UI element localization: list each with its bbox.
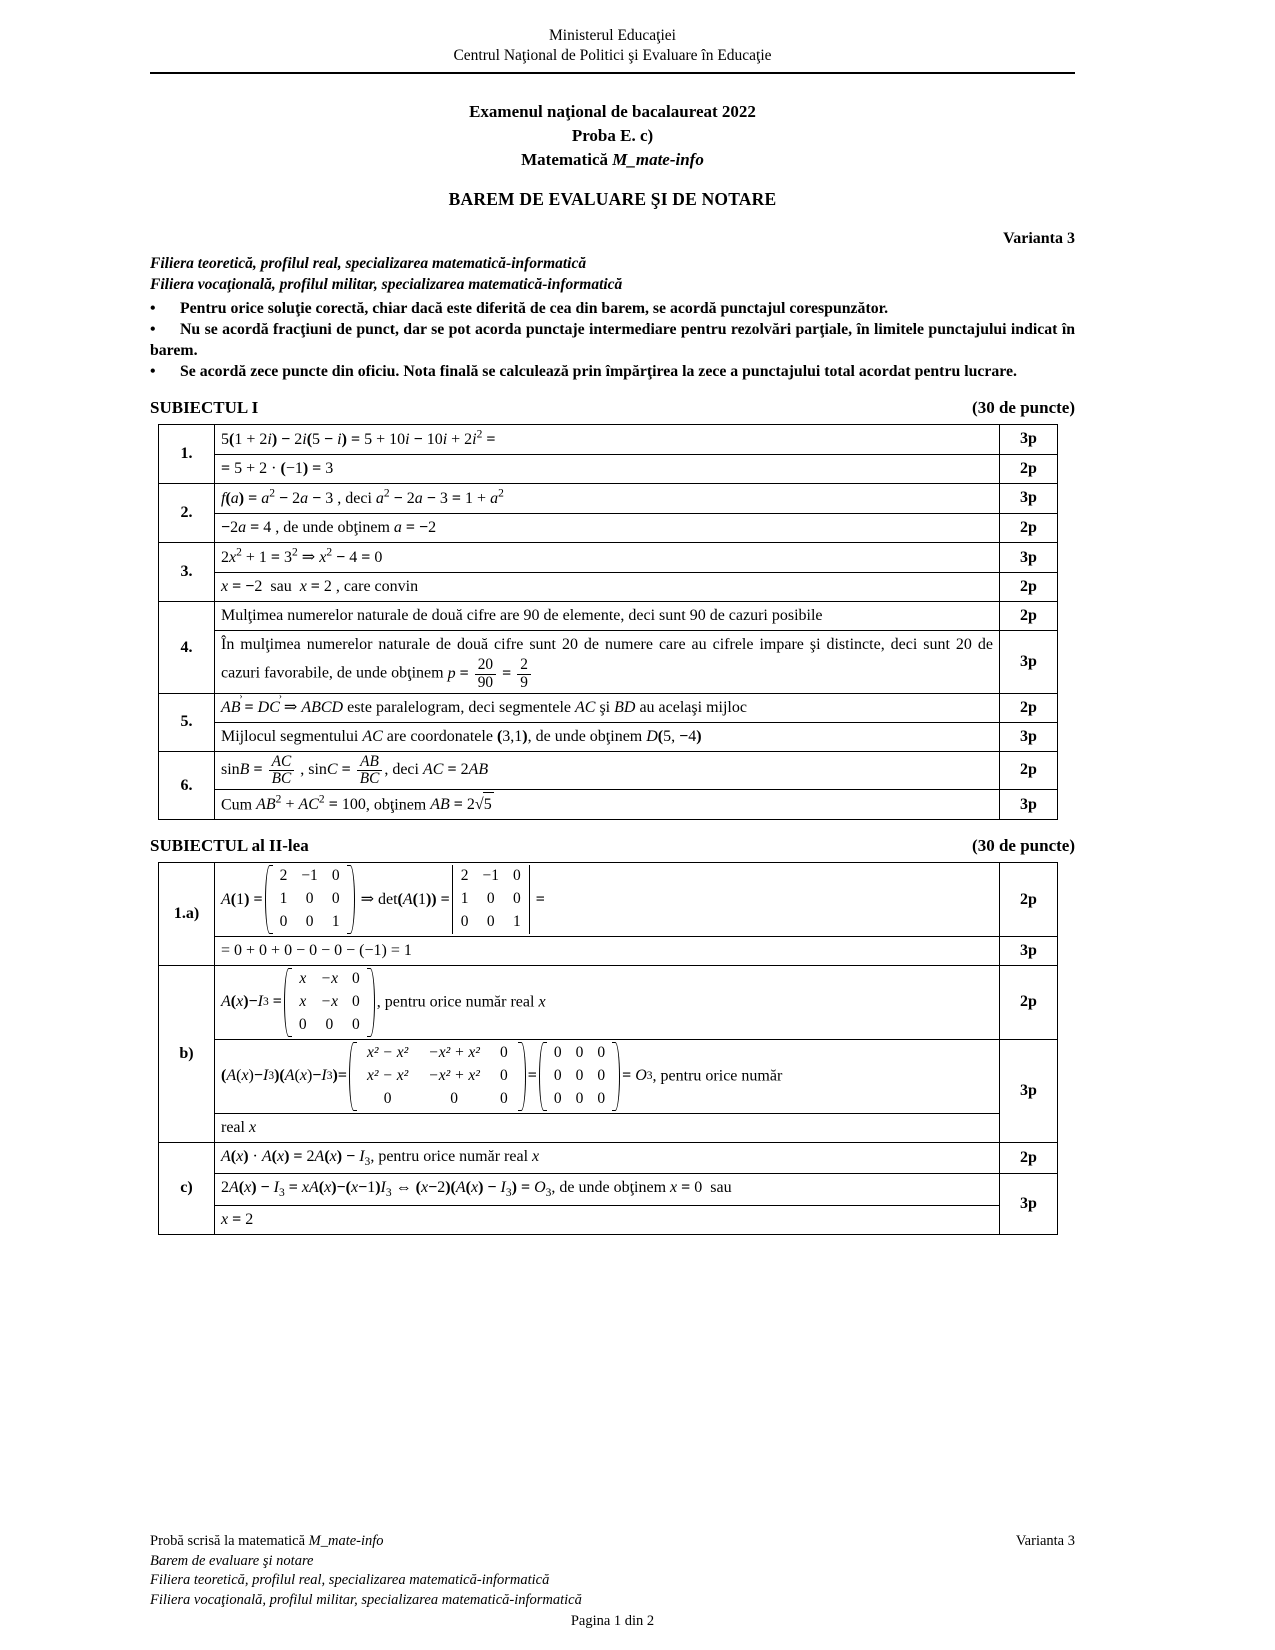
- points-cell: 2p: [1000, 602, 1058, 631]
- subject-1-points: (30 de puncte): [972, 397, 1075, 417]
- matrix-cell: 0: [305, 890, 314, 908]
- rule-text: Pentru orice soluţie corectă, chiar dacă este diferită de cea din barem, se acordă punctajul corespunzător.: [180, 299, 889, 317]
- subject-line: [150, 148, 1075, 172]
- solution-line: Cum $AB^2 + AC^2 = 100$, obţinem AB = 2√5: [215, 789, 1000, 819]
- ministry-name: Ministerul Educaţiei: [549, 27, 676, 44]
- item-number: 4.: [159, 602, 215, 693]
- obtinem-text: , de unde obţinem: [551, 1179, 671, 1197]
- rule-item: [150, 319, 1075, 361]
- table-row: [159, 789, 1058, 819]
- evaluation-center-name: Centrul Naţional de Politici şi Evaluare în Educaţie: [453, 47, 772, 65]
- title-block: [150, 100, 1075, 172]
- matrix-cell: 0: [331, 890, 340, 908]
- points-cell: 2p: [1000, 863, 1058, 937]
- points-cell: 2p: [1000, 454, 1058, 483]
- subject-2-points: (30 de puncte): [972, 836, 1075, 856]
- matrix-cell: 0: [553, 1089, 562, 1107]
- cum-text: Cum: [221, 796, 257, 814]
- matrix-cell: 0: [575, 1066, 584, 1084]
- midpoint-text: au acelaşi mijloc: [635, 698, 747, 716]
- matrix-cell: x² − x²: [366, 1043, 409, 1061]
- parallelogram-text: este paralelogram, deci segmentele: [343, 698, 575, 716]
- filiera-block: [150, 254, 1075, 295]
- subject-2-title: SUBIECTUL al II-lea: [150, 836, 309, 856]
- matrix-cell: 0: [486, 890, 495, 908]
- matrix-product: [349, 1042, 526, 1111]
- matrix-cell: 1: [512, 913, 521, 931]
- matrix-cell: −x² + x²: [428, 1066, 480, 1084]
- item-number: 6.: [159, 751, 215, 820]
- solution-line: [215, 937, 1000, 966]
- item-number: 2.: [159, 483, 215, 542]
- points-cell: 3p: [1000, 789, 1058, 819]
- determinant-expansion: = 0 + 0 + 0 − 0 − 0 − (−1) = 1: [221, 942, 412, 960]
- table-row: [159, 966, 1058, 1040]
- solution-line: $2x^2 + 1 = 3^2$ ⇒ $x^2 - 4 = 0$: [215, 543, 1000, 573]
- matrix-cell: 0: [351, 1015, 360, 1033]
- matrix-cell: 0: [383, 1089, 392, 1107]
- matrix-cell: 0: [450, 1089, 458, 1107]
- footer-line-1: [150, 1532, 1075, 1552]
- table-row: [159, 543, 1058, 573]
- points-cell: 3p: [1000, 424, 1058, 454]
- subject-1-header: [150, 398, 1075, 418]
- matrix-cell: 1: [331, 913, 340, 931]
- points-cell: 2p: [1000, 693, 1058, 722]
- table-row: [159, 483, 1058, 513]
- matrix-cell: 0: [279, 913, 288, 931]
- matrix-cell: −1: [482, 867, 499, 885]
- solution-line: A ( x ) − I 3 = x −x 0 x −x 0 0 0 0 , pentru orice număr real x: [215, 966, 1000, 1040]
- for-any-number-text: , pentru orice număr: [652, 1067, 783, 1085]
- variable-x: x: [248, 1118, 257, 1136]
- matrix-cell: 0: [331, 867, 340, 885]
- table-row: [159, 1142, 1058, 1173]
- matrix-ax-minus-i3: [284, 968, 375, 1037]
- matrix-cell: 0: [512, 867, 521, 885]
- item-number: 3.: [159, 543, 215, 602]
- rule-item: [150, 361, 1075, 382]
- solution-line: −2a = 4 , de unde obţinem a = −2: [215, 514, 1000, 543]
- solution-line: În mulţimea numerelor naturale de două cifre sunt 20 de numere care au cifrele impare şi distincte, deci sunt 20 de cazuri favorabile, de unde obţinem p = $\frac{20}{90}$ = $\frac{2}{9}$: [215, 631, 1000, 693]
- solution-line: A ( 1 ) = 2 −1 0 1 0 0 0 0 1 ⇒ det ( A ( 1 )) = 2 −1 0 1 0 0 0 0 1 =: [215, 863, 1000, 937]
- matrix-cell: −x: [320, 993, 338, 1010]
- matrix-cell: 0: [553, 1066, 562, 1084]
- table-row: [159, 693, 1058, 722]
- matrix-cell: 0: [351, 993, 360, 1010]
- determinant-a1: [452, 865, 530, 934]
- matrix-cell: 0: [325, 1015, 334, 1033]
- matrix-cell: 0: [597, 1089, 606, 1107]
- item-number: 1.a): [159, 863, 215, 966]
- bullet-icon: •: [150, 362, 156, 380]
- matrix-cell: 2: [279, 867, 288, 885]
- solution-line: ( A ( x ) − I 3 )( A ( x ) − I 3 ) = x² − x² −x² + x² 0 x² − x² −x² + x² 0 0 0 0 = 0 0 0 0 0 0 0 0 0 = O 3 , pentru orice număr: [215, 1039, 1000, 1113]
- subject-1-title: SUBIECTUL I: [150, 397, 259, 417]
- page-footer: [150, 1532, 1075, 1632]
- subject-code: M_mate-info: [612, 150, 704, 170]
- proba-label: Proba E. c): [571, 126, 654, 146]
- footer-proba-text: Probă scrisă la matematică: [150, 1533, 309, 1549]
- points-cell: 2p: [1000, 573, 1058, 602]
- points-cell: 2p: [1000, 751, 1058, 789]
- table-row: [159, 424, 1058, 454]
- footer-subject-code: M_mate-info: [308, 1533, 384, 1549]
- result-text: , de unde obţinem: [527, 727, 647, 745]
- matrix-cell: x: [299, 970, 307, 988]
- filiera-teoretica: Filiera teoretică, profilul real, specializarea matematică-informatică: [150, 255, 587, 273]
- footer-exam-label: [150, 1532, 384, 1552]
- item-number: b): [159, 966, 215, 1143]
- coords-text: are coordonatele: [382, 727, 497, 745]
- bullet-icon: •: [150, 299, 156, 317]
- rule-text: Nu se acordă fracţiuni de punct, dar se pot acorda punctaje intermediare pentru rezolvări parţiale, în limitele punctajului indicat în barem.: [150, 320, 1075, 359]
- solution-line: x = −2 sau x = 2 , care convin: [215, 573, 1000, 602]
- real-text: real: [221, 1118, 249, 1136]
- table-row: [159, 514, 1058, 543]
- segment-text: Mijlocul segmentului: [221, 727, 363, 745]
- table-row: [159, 631, 1058, 693]
- matrix-cell: 0: [305, 913, 314, 931]
- table-row: [159, 1113, 1058, 1142]
- subject-label: Matematică: [521, 150, 613, 170]
- points-cell: 3p: [1000, 1174, 1058, 1234]
- obtinem-text: , obţinem: [365, 796, 431, 814]
- footer-filiera-vocationala: Filiera vocaţională, profilul militar, specializarea matematică-informatică: [150, 1592, 582, 1609]
- table-row: [159, 1039, 1058, 1113]
- subject-2-header: [150, 836, 1075, 856]
- exam-title: Examenul naţional de bacalaureat 2022: [469, 101, 756, 121]
- solution-line: [215, 1113, 1000, 1142]
- matrix-cell: 0: [512, 890, 521, 908]
- matrix-cell: 0: [597, 1066, 606, 1084]
- for-any-real-text: , pentru orice număr real: [376, 993, 539, 1011]
- solution-line: = 5 + 2 · (−1) = 3: [215, 454, 1000, 483]
- table-row: [159, 573, 1058, 602]
- matrix-cell: 1: [460, 890, 469, 908]
- points-cell: 2p: [1000, 1142, 1058, 1173]
- solution-line: x = 2: [215, 1205, 1000, 1234]
- conjunction: şi: [595, 698, 615, 716]
- solution-line: $f(a) = a^2 - 2a - 3$ , deci $a^2 - 2a - 3 = 1 + a^2$: [215, 483, 1000, 513]
- matrix-cell: −x² + x²: [428, 1043, 480, 1061]
- footer-varianta: Varianta 3: [1015, 1533, 1075, 1549]
- subject-2-table: [158, 862, 1058, 1234]
- subject-1-table: [158, 424, 1058, 821]
- grading-rules: [150, 298, 1075, 382]
- varianta-label: Varianta 3: [1003, 230, 1075, 248]
- matrix-cell: 0: [575, 1089, 584, 1107]
- matrix-cell: −1: [301, 867, 318, 885]
- points-cell: 3p: [1000, 631, 1058, 693]
- points-cell: 2p: [1000, 514, 1058, 543]
- solution-line: $2A(x) - I_3 = xA(x)-(x-1)I_3$ ⇔ $(x-2)(A(x) - I_3) = O_3$, de unde obţinem x = 0 sau: [215, 1174, 1000, 1205]
- probability-text: În mulţimea numerelor naturale de două cifre sunt 20 de numere care au cifrele impare şi distincte, deci sunt 20 de cazuri favorabile, de unde obţinem: [221, 636, 993, 682]
- points-cell: 2p: [1000, 966, 1058, 1040]
- table-row: [159, 1205, 1058, 1234]
- matrix-cell: 0: [597, 1043, 606, 1061]
- rule-item: [150, 298, 1075, 319]
- page-number: Pagina 1 din 2: [570, 1612, 655, 1629]
- footer-barem-label: Barem de evaluare şi notare: [150, 1552, 314, 1569]
- matrix-cell: 0: [499, 1089, 508, 1107]
- item-number: 1.: [159, 424, 215, 483]
- points-cell: 3p: [1000, 1039, 1058, 1142]
- matrix-cell: x: [299, 993, 307, 1010]
- solution-line: $A(x) \cdot A(x) = 2A(x) - I_3$, pentru orice număr real x: [215, 1142, 1000, 1173]
- table-row: [159, 751, 1058, 789]
- footer-filiera-teoretica: Filiera teoretică, profilul real, specializarea matematică-informatică: [150, 1572, 550, 1589]
- item-number: c): [159, 1142, 215, 1234]
- sau-text: sau: [710, 1179, 732, 1197]
- matrix-cell: 0: [499, 1066, 508, 1084]
- matrix-cell: 2: [460, 867, 469, 885]
- matrix-zero: [539, 1042, 620, 1111]
- matrix-cell: 0: [351, 970, 360, 988]
- matrix-cell: 0: [298, 1015, 307, 1033]
- filiera-vocationala: Filiera vocaţională, profilul militar, specializarea matematică-informatică: [150, 275, 623, 293]
- matrix-cell: 0: [499, 1043, 508, 1061]
- table-row: [159, 722, 1058, 751]
- rule-text: Se acordă zece puncte din oficiu. Nota finală se calculează prin împărţirea la zece a punctajului total acordat pentru lucrare.: [180, 362, 1017, 380]
- variable-x: x: [538, 993, 546, 1011]
- matrix-cell: 0: [575, 1043, 584, 1061]
- table-row: [159, 863, 1058, 937]
- page-content: [150, 26, 1075, 1235]
- header-divider: [150, 72, 1075, 74]
- table-row: [159, 454, 1058, 483]
- solution-line: sinB = $\frac{AC}{BC}$ , sinC = $\frac{AB}{BC}$ , deci AC = 2AB: [215, 751, 1000, 789]
- table-row: [159, 1174, 1058, 1205]
- solution-line: $5(1 + 2i) - 2i(5 - i) = 5 + 10i - 10i + 2i^2$ =: [215, 424, 1000, 454]
- solution-line: AB › = DC › ⇒ ABCD este paralelogram, deci segmentele AC şi BD au acelaşi mijloc: [215, 693, 1000, 722]
- table-row: [159, 937, 1058, 966]
- matrix-cell: 0: [553, 1043, 562, 1061]
- matrix-cell: −x: [320, 970, 338, 988]
- points-cell: 3p: [1000, 543, 1058, 573]
- points-cell: 3p: [1000, 722, 1058, 751]
- matrix-cell: x² − x²: [366, 1066, 409, 1084]
- item-number: 5.: [159, 693, 215, 751]
- points-cell: 3p: [1000, 937, 1058, 966]
- solution-line: Mulţimea numerelor naturale de două cifre are 90 de elemente, deci sunt 90 de cazuri posibile: [215, 602, 1000, 631]
- matrix-cell: 0: [460, 913, 469, 931]
- matrix-cell: 1: [279, 890, 288, 908]
- solution-line: Mijlocul segmentului AC are coordonatele (3,1), de unde obţinem D(5, −4): [215, 722, 1000, 751]
- masthead: [150, 26, 1075, 67]
- points-cell: 3p: [1000, 483, 1058, 513]
- table-row: [159, 602, 1058, 631]
- barem-title: BAREM DE EVALUARE ŞI DE NOTARE: [448, 189, 777, 210]
- for-any-real-text: pentru orice număr real: [374, 1147, 533, 1165]
- matrix-cell: 0: [486, 913, 495, 931]
- bullet-icon: •: [150, 320, 156, 338]
- matrix-a1: [265, 865, 355, 934]
